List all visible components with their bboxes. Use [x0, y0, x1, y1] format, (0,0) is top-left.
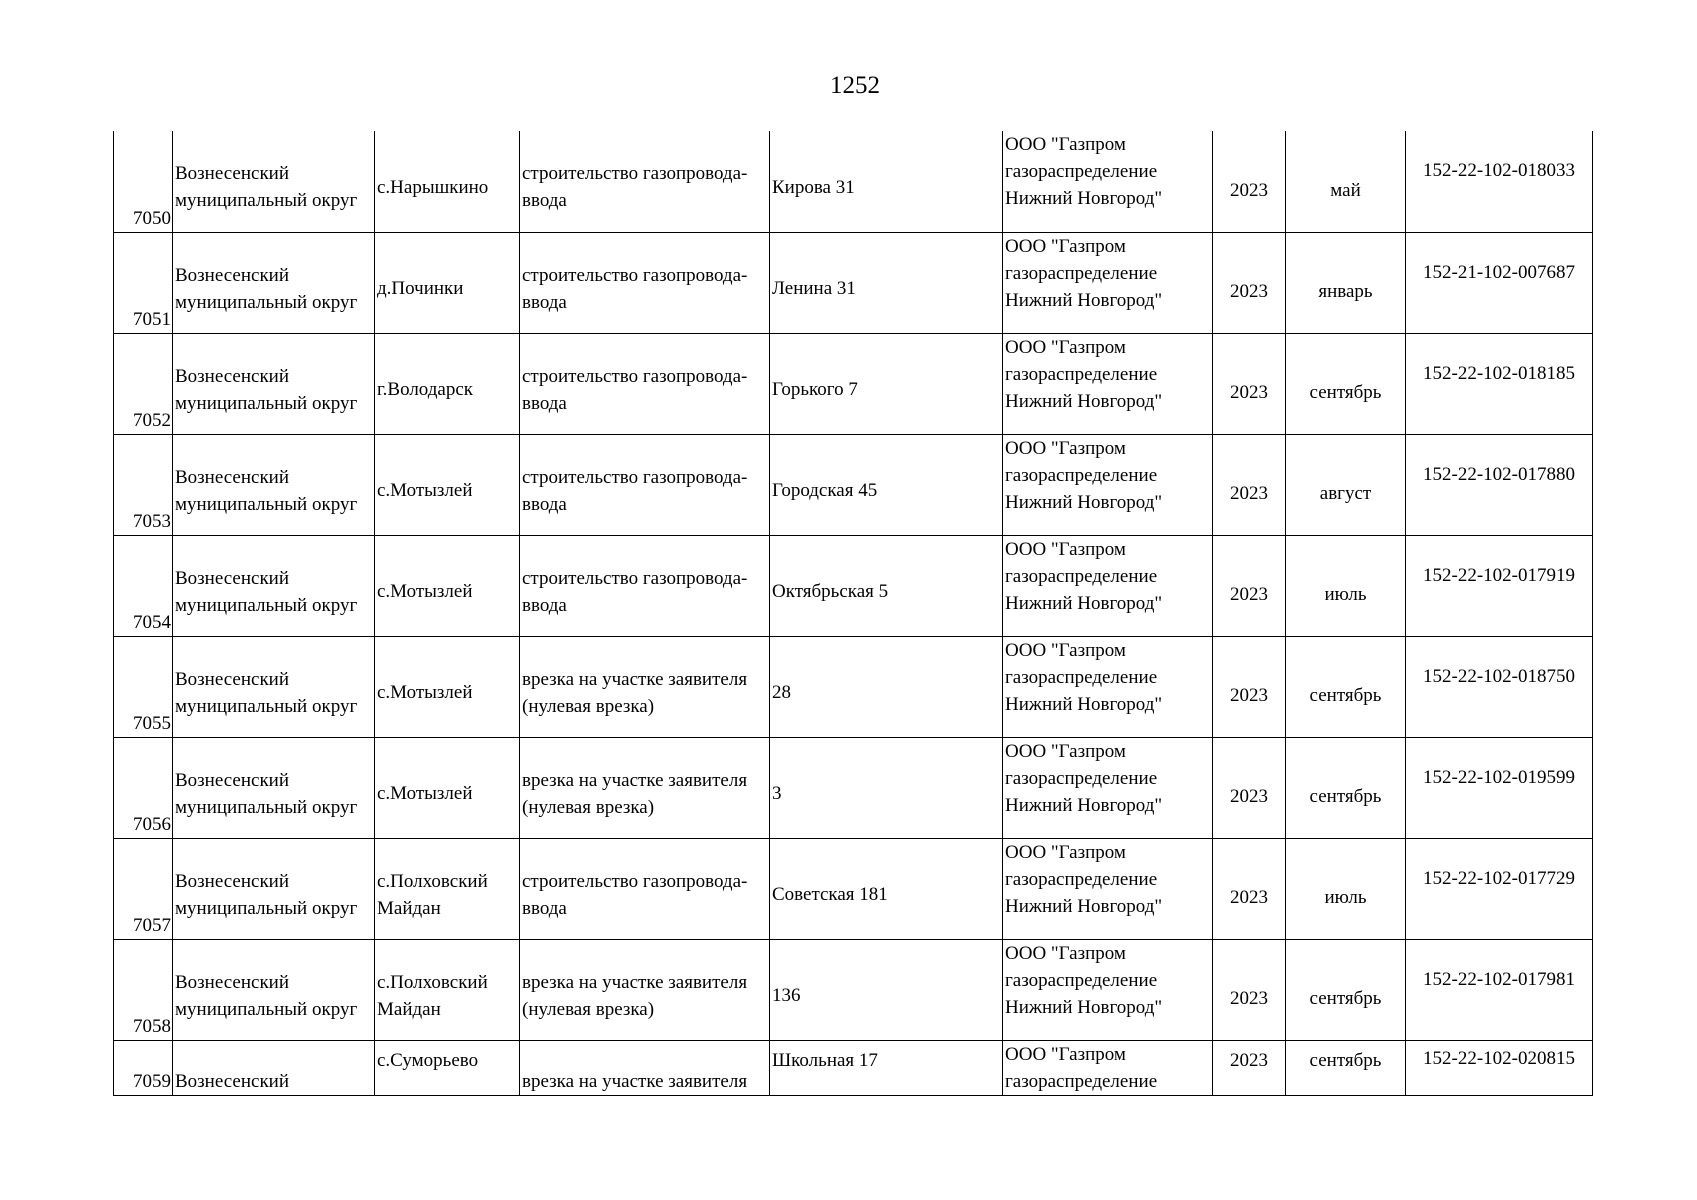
row-number-cell: 7056 — [114, 737, 173, 838]
month-cell: сентябрь — [1286, 636, 1406, 737]
organization-cell: ООО "Газпром газораспределение Нижний Новгород" — [1003, 939, 1213, 1040]
organization-cell: ООО "Газпром газораспределение Нижний Новгород" — [1003, 838, 1213, 939]
row-number-cell: 7051 — [114, 232, 173, 333]
district-cell: Вознесенский муниципальный округ — [173, 737, 375, 838]
application-code-cell: 152-22-102-018750 — [1406, 636, 1593, 737]
row-number-cell: 7055 — [114, 636, 173, 737]
settlement-cell: с.Полховский Майдан — [375, 939, 520, 1040]
row-number-cell: 7057 — [114, 838, 173, 939]
district-cell: Вознесенский муниципальный округ — [173, 535, 375, 636]
address-cell: 3 — [770, 737, 1003, 838]
address-cell: 136 — [770, 939, 1003, 1040]
settlement-cell: с.Мотызлей — [375, 636, 520, 737]
year-cell: 2023 — [1213, 636, 1286, 737]
settlement-cell: с.Суморьево — [375, 1040, 520, 1095]
address-cell: Октябрьская 5 — [770, 535, 1003, 636]
address-cell: Школьная 17 — [770, 1040, 1003, 1095]
settlement-cell: с.Мотызлей — [375, 535, 520, 636]
work-type-cell: строительство газопровода- ввода — [520, 434, 770, 535]
month-cell: сентябрь — [1286, 1040, 1406, 1095]
work-type-cell: строительство газопровода- ввода — [520, 838, 770, 939]
district-cell: Вознесенский муниципальный округ — [173, 232, 375, 333]
address-cell: Городская 45 — [770, 434, 1003, 535]
table-row — [114, 131, 1593, 232]
month-cell: сентябрь — [1286, 333, 1406, 434]
month-cell: июль — [1286, 838, 1406, 939]
month-cell: сентябрь — [1286, 737, 1406, 838]
register-body — [114, 131, 1593, 1095]
year-cell: 2023 — [1213, 434, 1286, 535]
organization-cell: ООО "Газпром газораспределение Нижний Новгород" — [1003, 737, 1213, 838]
district-cell: Вознесенский муниципальный округ — [173, 636, 375, 737]
row-number-cell: 7050 — [114, 131, 173, 232]
table-row — [114, 1040, 1593, 1095]
table-row — [114, 636, 1593, 737]
work-type-cell: строительство газопровода- ввода — [520, 535, 770, 636]
application-code-cell: 152-22-102-017729 — [1406, 838, 1593, 939]
application-code-cell: 152-22-102-019599 — [1406, 737, 1593, 838]
work-type-cell: врезка на участке заявителя (нулевая врезка) — [520, 636, 770, 737]
address-cell: Советская 181 — [770, 838, 1003, 939]
row-number-cell: 7058 — [114, 939, 173, 1040]
table-row — [114, 232, 1593, 333]
year-cell: 2023 — [1213, 1040, 1286, 1095]
work-type-cell: врезка на участке заявителя — [520, 1040, 770, 1095]
district-cell: Вознесенский муниципальный округ — [173, 333, 375, 434]
work-type-cell: строительство газопровода- ввода — [520, 131, 770, 232]
settlement-cell: с.Полховский Майдан — [375, 838, 520, 939]
table-row — [114, 434, 1593, 535]
row-number-cell: 7052 — [114, 333, 173, 434]
organization-cell: ООО "Газпром газораспределение Нижний Новгород" — [1003, 131, 1213, 232]
work-type-cell: строительство газопровода- ввода — [520, 232, 770, 333]
row-number-cell: 7053 — [114, 434, 173, 535]
organization-cell: ООО "Газпром газораспределение Нижний Новгород" — [1003, 333, 1213, 434]
organization-cell: ООО "Газпром газораспределение Нижний Новгород" — [1003, 434, 1213, 535]
work-type-cell: врезка на участке заявителя (нулевая врезка) — [520, 737, 770, 838]
district-cell: Вознесенский — [173, 1040, 375, 1095]
application-code-cell: 152-22-102-017981 — [1406, 939, 1593, 1040]
table-row — [114, 737, 1593, 838]
year-cell: 2023 — [1213, 939, 1286, 1040]
row-number-cell: 7054 — [114, 535, 173, 636]
organization-cell: ООО "Газпром газораспределение Нижний Новгород" — [1003, 636, 1213, 737]
settlement-cell: с.Мотызлей — [375, 434, 520, 535]
year-cell: 2023 — [1213, 737, 1286, 838]
month-cell: июль — [1286, 535, 1406, 636]
month-cell: сентябрь — [1286, 939, 1406, 1040]
year-cell: 2023 — [1213, 535, 1286, 636]
table-row — [114, 535, 1593, 636]
application-code-cell: 152-22-102-017880 — [1406, 434, 1593, 535]
work-type-cell: строительство газопровода- ввода — [520, 333, 770, 434]
month-cell: май — [1286, 131, 1406, 232]
register-table — [113, 131, 1593, 1096]
district-cell: Вознесенский муниципальный округ — [173, 131, 375, 232]
settlement-cell: д.Починки — [375, 232, 520, 333]
application-code-cell: 152-22-102-020815 — [1406, 1040, 1593, 1095]
application-code-cell: 152-22-102-018185 — [1406, 333, 1593, 434]
organization-cell: ООО "Газпром газораспределение Нижний Новгород" — [1003, 535, 1213, 636]
settlement-cell: с.Мотызлей — [375, 737, 520, 838]
year-cell: 2023 — [1213, 333, 1286, 434]
application-code-cell: 152-21-102-007687 — [1406, 232, 1593, 333]
organization-cell: ООО "Газпром газораспределение Нижний Новгород" — [1003, 232, 1213, 333]
page-number: 1252 — [830, 72, 880, 99]
organization-cell: ООО "Газпром газораспределение — [1003, 1040, 1213, 1095]
district-cell: Вознесенский муниципальный округ — [173, 434, 375, 535]
table-row — [114, 939, 1593, 1040]
table-row — [114, 333, 1593, 434]
row-number-cell: 7059 — [114, 1040, 173, 1095]
month-cell: январь — [1286, 232, 1406, 333]
district-cell: Вознесенский муниципальный округ — [173, 939, 375, 1040]
month-cell: август — [1286, 434, 1406, 535]
address-cell: Горького 7 — [770, 333, 1003, 434]
settlement-cell: с.Нарышкино — [375, 131, 520, 232]
year-cell: 2023 — [1213, 232, 1286, 333]
year-cell: 2023 — [1213, 131, 1286, 232]
year-cell: 2023 — [1213, 838, 1286, 939]
address-cell: Ленина 31 — [770, 232, 1003, 333]
settlement-cell: г.Володарск — [375, 333, 520, 434]
district-cell: Вознесенский муниципальный округ — [173, 838, 375, 939]
table-row — [114, 838, 1593, 939]
address-cell: Кирова 31 — [770, 131, 1003, 232]
application-code-cell: 152-22-102-018033 — [1406, 131, 1593, 232]
work-type-cell: врезка на участке заявителя (нулевая врезка) — [520, 939, 770, 1040]
application-code-cell: 152-22-102-017919 — [1406, 535, 1593, 636]
address-cell: 28 — [770, 636, 1003, 737]
